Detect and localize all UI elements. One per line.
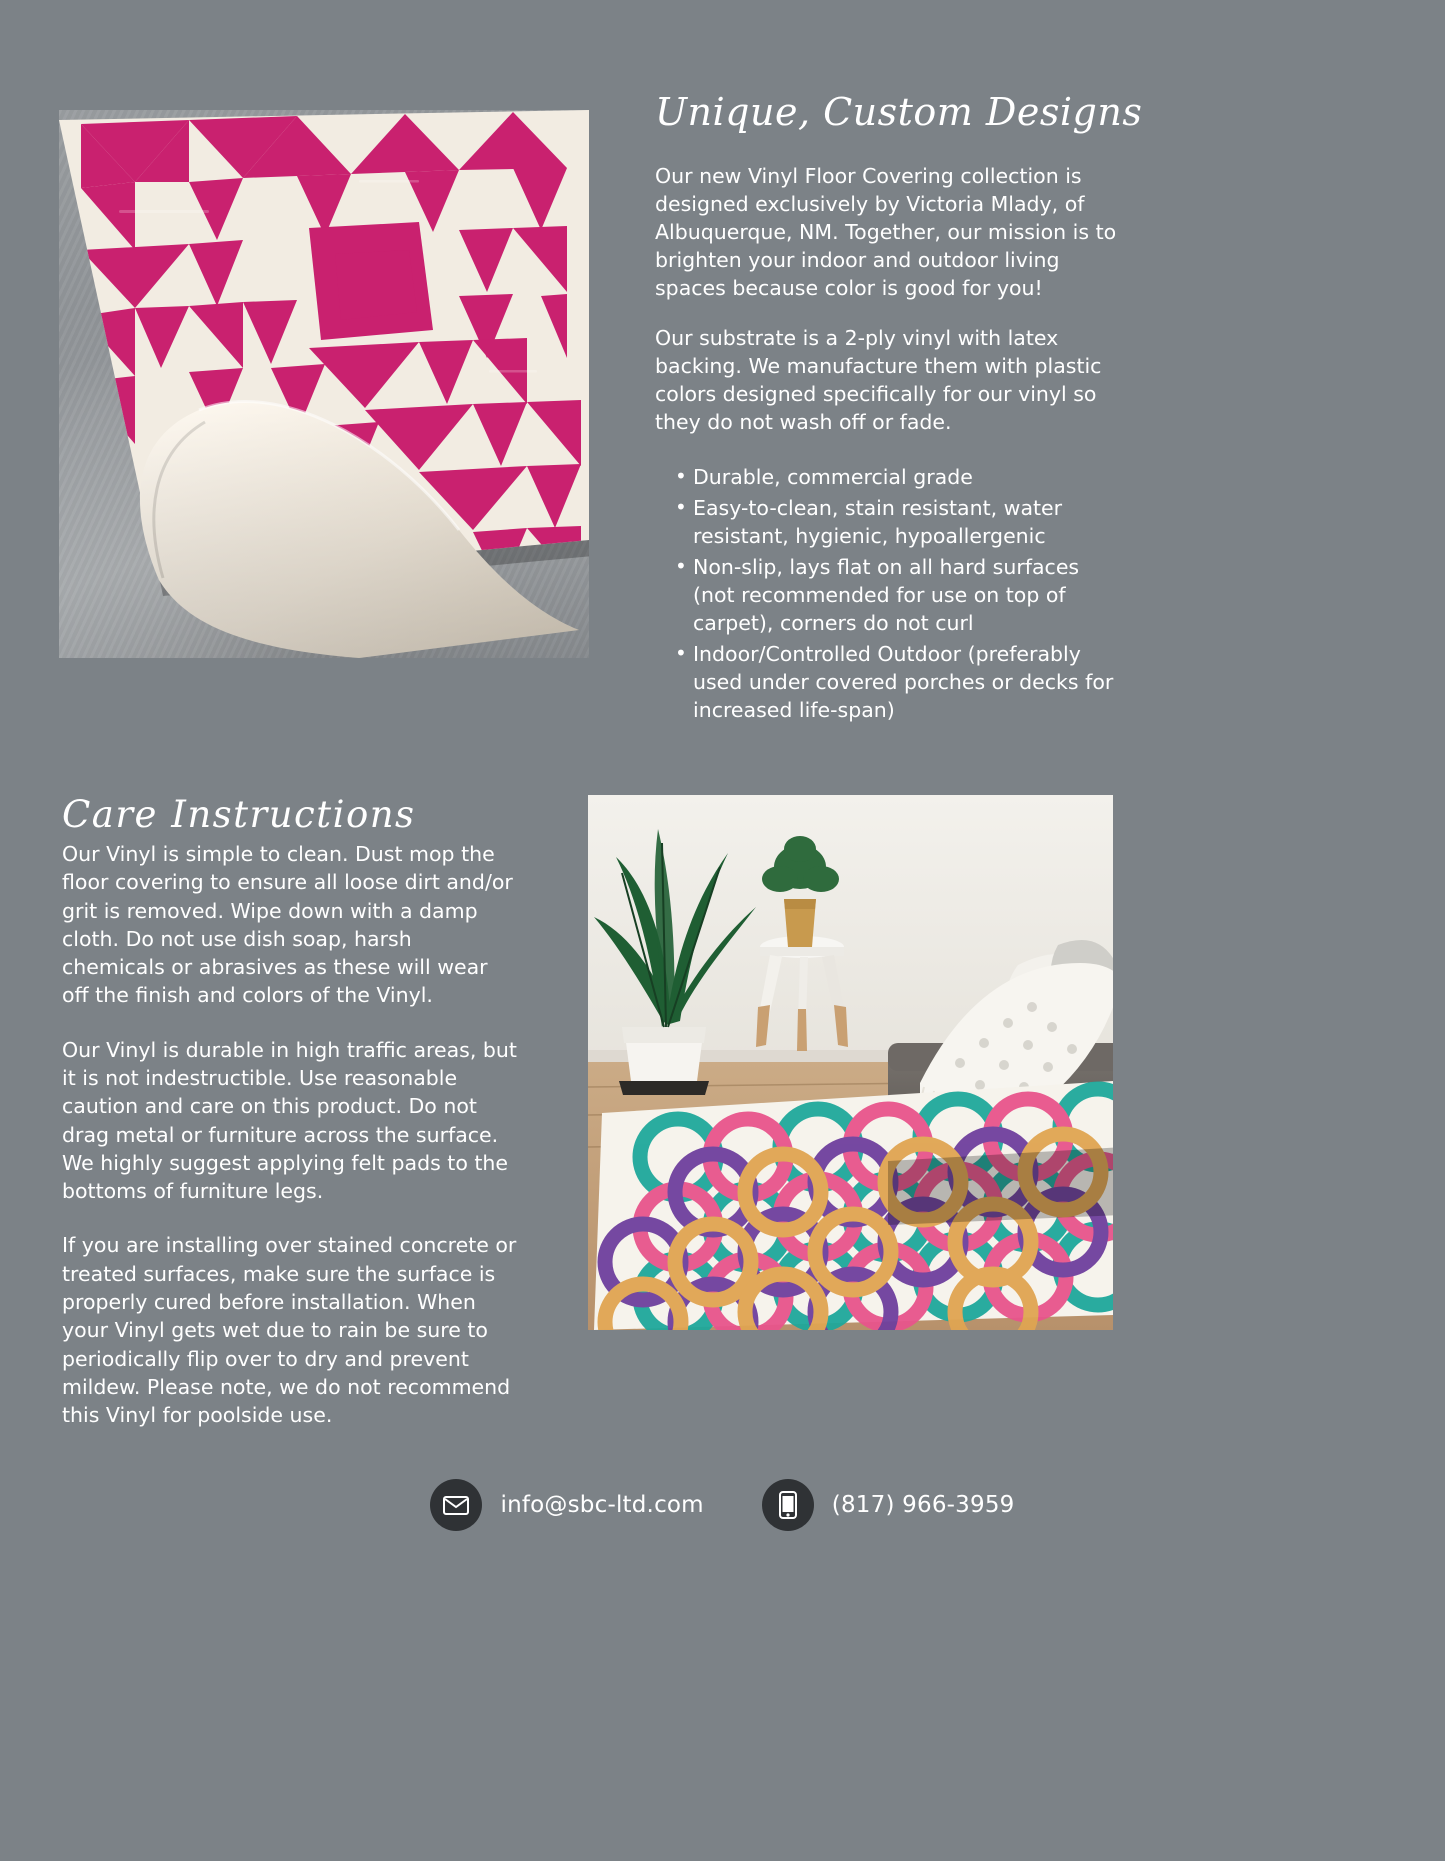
feature-list-item: • Durable, commercial grade xyxy=(677,463,1125,491)
living-room-illustration xyxy=(588,795,1113,1330)
vinyl-rug xyxy=(594,1081,1113,1330)
footer-contact-bar xyxy=(0,1470,1445,1540)
email-address: info@sbc-ltd.com xyxy=(500,1492,704,1518)
care-paragraph-1: Our Vinyl is simple to clean. Dust mop the floor covering to ensure all loose dirt and/or grit is removed. Wipe down with a damp cloth. Do not use dish soap, harsh chemicals or abrasives as these will wear off the finish and colors of the Vinyl. xyxy=(62,842,513,1008)
unique-paragraph-2: Our substrate is a 2-ply vinyl with latex backing. We manufacture them with plastic colors designed specifically for our vinyl so they do not wash off or fade. xyxy=(655,326,1102,435)
contact-email[interactable] xyxy=(430,1479,703,1531)
care-instructions-section xyxy=(62,840,517,1455)
unique-paragraph-1: Our new Vinyl Floor Covering collection is designed exclusively by Victoria Mlady, of Albuquerque, NM. Together, our mission is to brighten your indoor and outdoor living spaces because color is good for you! xyxy=(655,163,1117,301)
feature-list-item: • Easy-to-clean, stain resistant, water resistant, hygienic, hypoallergenic xyxy=(677,494,1125,550)
plant-pot xyxy=(619,1027,709,1095)
phone-number: (817) 966-3959 xyxy=(831,1492,1015,1518)
contact-phone[interactable] xyxy=(762,1479,1015,1531)
living-room-vinyl-rug-photo xyxy=(588,795,1113,1330)
feature-list-item: • Non-slip, lays flat on all hard surfaces (not recommended for use on top of carpet), corners do not curl xyxy=(677,553,1125,637)
mobile-phone-icon xyxy=(762,1479,814,1531)
section-title-care-instructions: Care Instructions xyxy=(62,792,416,836)
vinyl-mat-illustration xyxy=(59,110,589,658)
feature-list-item: • Indoor/Controlled Outdoor (preferably used under covered porches or decks for increased life-span) xyxy=(677,640,1125,724)
care-paragraph-3: If you are installing over stained concrete or treated surfaces, make sure the surface is properly cured before installation. When your Vinyl gets wet due to rain be sure to periodically flip over to dry and prevent mildew. Please note, we do not recommend this Vinyl for poolside use. xyxy=(62,1233,517,1428)
unique-designs-section xyxy=(655,90,1143,727)
pink-geometric-vinyl-mat-photo xyxy=(59,110,589,658)
feature-list xyxy=(655,463,1125,725)
care-paragraph-2: Our Vinyl is durable in high traffic areas, but it is not indestructible. Use reasonable caution and care on this product. Do not drag metal or furniture across the surface. We highly suggest applying felt pads to the bottoms of furniture legs. xyxy=(62,1037,517,1204)
envelope-icon xyxy=(430,1479,482,1531)
section-title-unique-designs: Unique, Custom Designs xyxy=(655,90,1143,134)
